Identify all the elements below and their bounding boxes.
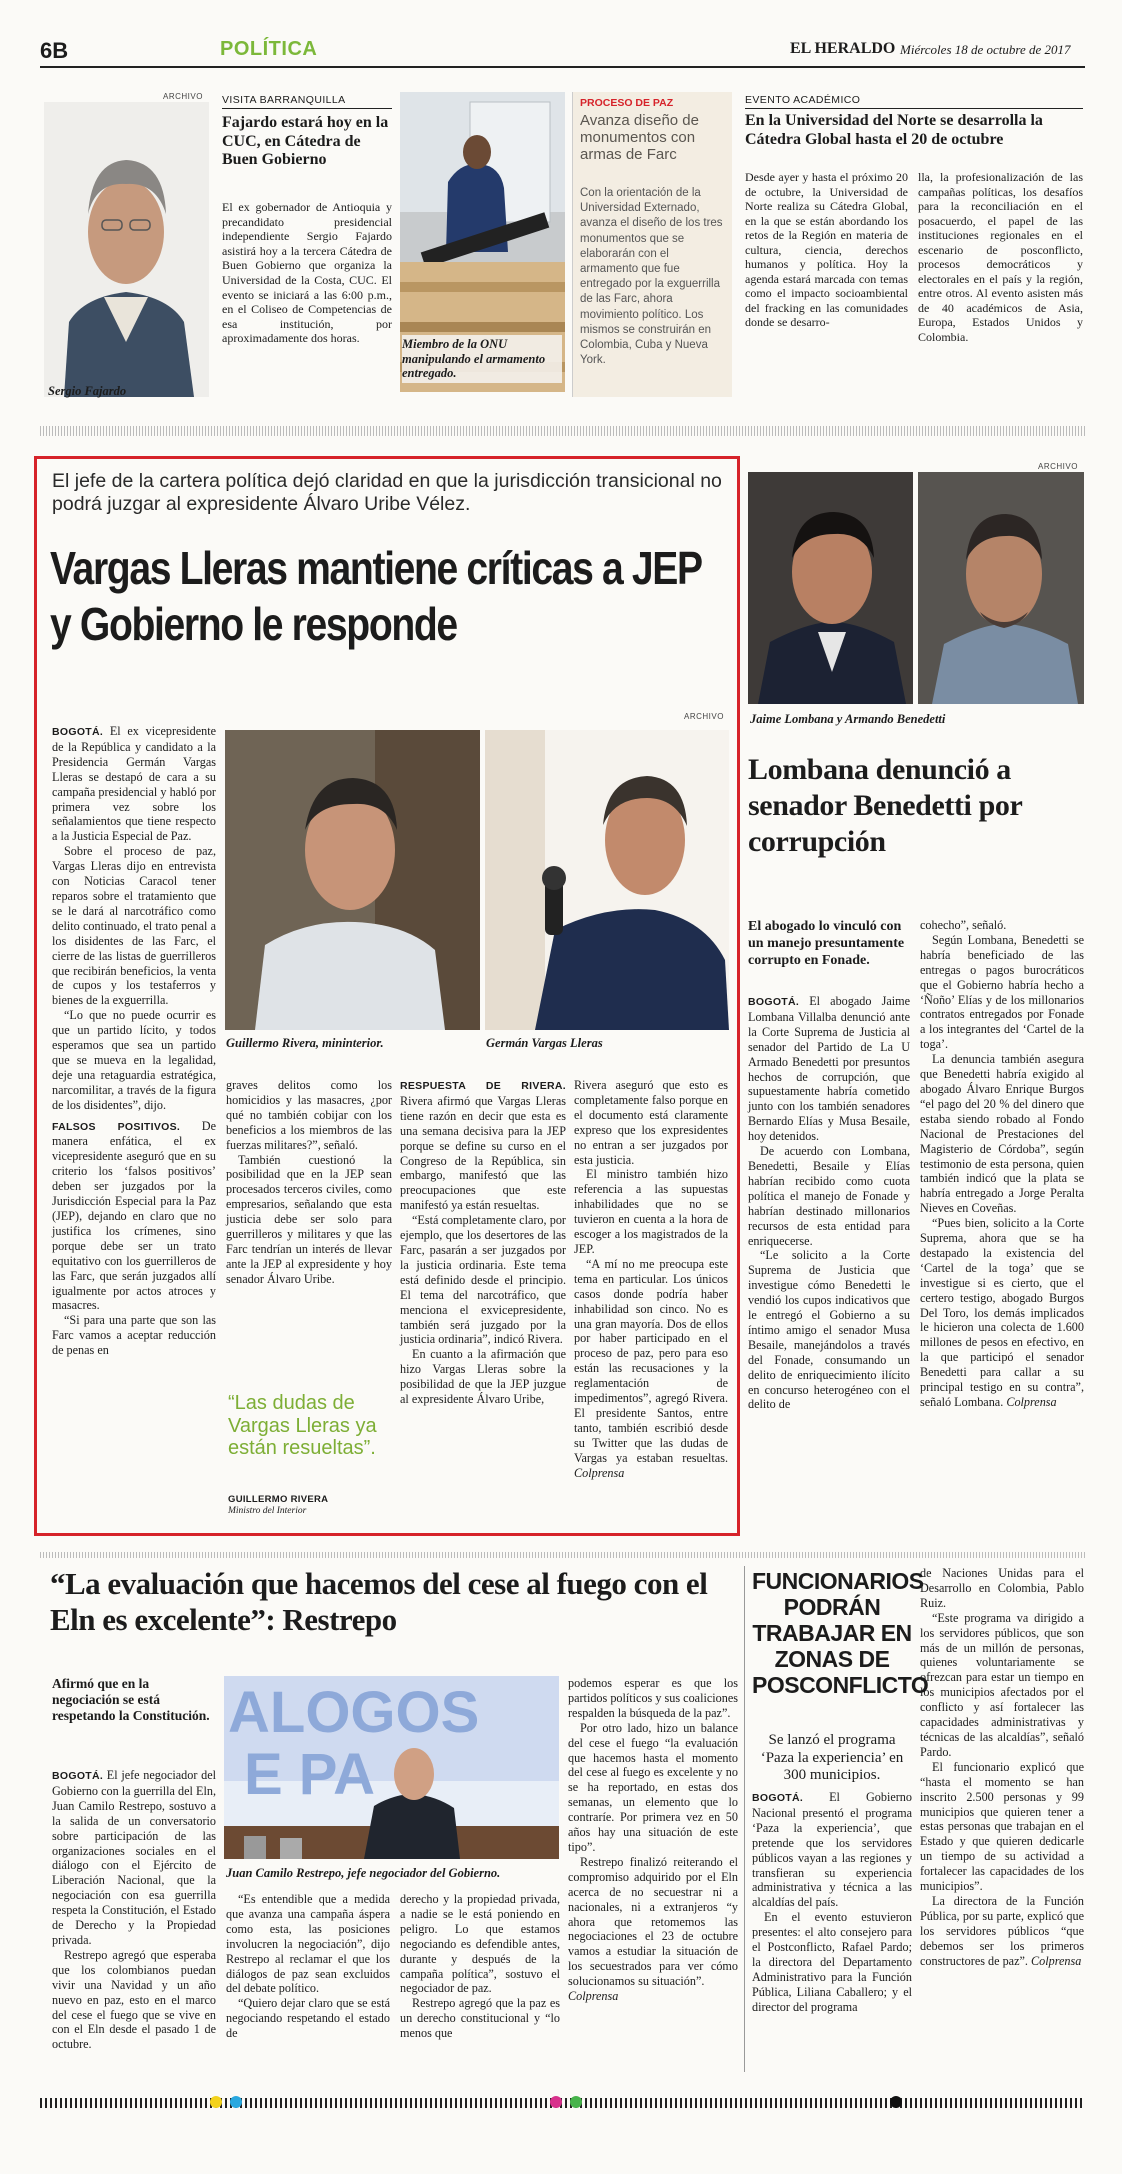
paragraph: “Si para una parte que son las Farc vamos a aceptar reducción de penas en: [52, 1313, 216, 1358]
archivo-credit: ARCHIVO: [684, 712, 724, 721]
paragraph: El jefe negociador del Gobierno con la guerrilla del Eln, Juan Camilo Restrepo, sostuvo a la salida de un conversatorio sobre participación de las organizaciones sociales en el diálogo con el Ejército de Liberación Nacional, que la negociación con esa guerrilla respeta la Constitución, el Estado de Derecho y la Propiedad privada.: [52, 1768, 216, 1947]
registration-dot-magenta: [550, 2096, 562, 2108]
credit: Colprensa: [568, 1989, 619, 2004]
paragraph: El abogado Jaime Lombana Villalba denunció ante la Corte Suprema de Justicia al senador del Partido de La U Armado Benedetti por presuntos hechos de corrupción, que supuestamente habría cometido junto con los también senadores Bernardo Elías y Musa Besaile, hoy detenidos.: [748, 994, 910, 1144]
bottom-col-4: [568, 1676, 738, 2004]
photo-caption: Jaime Lombana y Armando Benedetti: [750, 712, 946, 726]
bottom-right-headline: FUNCIONARIOS PODRÁN TRABAJAR EN ZONAS DE POSCONFLICTO: [752, 1568, 929, 1698]
section-label: POLÍTICA: [220, 38, 318, 60]
bottom-col-3: [400, 1892, 560, 2041]
kicker: EVENTO ACADÉMICO: [745, 94, 861, 106]
registration-dot-black: [890, 2096, 902, 2108]
newspaper-name: EL HERALDO: [790, 40, 896, 57]
paragraph: de Naciones Unidas para el Desarrollo en Colombia, Pablo Ruiz.: [920, 1566, 1084, 1610]
right-headline: Lombana denunció a senador Benedetti por corrupción: [748, 753, 1022, 858]
registration-dot-cyan: [230, 2096, 242, 2108]
column-rule: [744, 1566, 745, 2072]
main-headline: Vargas Lleras mantiene críticas a JEP y Gobierno le responde: [50, 542, 702, 650]
page-number: 6B: [40, 38, 69, 63]
dateline: BOGOTÁ.: [752, 1792, 804, 1804]
bottom-col-1: [52, 1768, 216, 2052]
paragraph: “Pues bien, solicito a la Corte Suprema, ahora que se ha destapado la existencia del ‘Cartel de la toga’ que se investigue si es cierto, que el certero testigo, abogado Burgos Del Toro, los demás implicados le hicieron una colecta de 1.600 millones de pesos en efectivo, en la que participó el senador Benedetti para callar a su principal testigo en su contra”, señaló Lombana.: [920, 1216, 1084, 1409]
quote-role: Ministro del Interior: [228, 1506, 307, 1516]
kicker-rule: [745, 108, 1083, 109]
photo-caption: Sergio Fajardo: [48, 384, 127, 398]
guillermo-rivera-photo: [225, 730, 480, 1030]
photo-caption-right: Germán Vargas Lleras: [486, 1036, 603, 1050]
paragraph: “Lo que no puede ocurrir es que un partido lícito, y todos esperamos que sea un partido que se mueva en la legalidad, deje una retaguardia estratégica, narcomilitar, a través de la figura de los disidentes”, dijo.: [52, 1008, 216, 1112]
paragraph: Restrepo agregó que esperaba que los colombianos puedan vivir una Navidad y un año nuevo en paz, esto en el marco del cese el fuego que se vive en con el Eln desde el pasado 1 de octubre.: [52, 1947, 216, 2052]
paragraph: Rivera afirmó que Vargas Lleras tiene razón en decir que esta es una semana decisiva para la JEP porque se define su curso en el Congreso de la República, sin embargo, manifestó que las preocupaciones que este manifestó ya están resueltas.: [400, 1093, 566, 1213]
paragraph: En cuanto a la afirmación que hizo Vargas Lleras sobre la posibilidad de que la JEP juzgue al expresidente Álvaro Uribe,: [400, 1347, 566, 1407]
kicker-rule: [222, 108, 392, 109]
paragraph: Por otro lado, hizo un balance del cese el fuego “la evaluación que hacemos hasta el momento del cese al fuego es excelente y no se ha reportado, en estas dos semanas, un elemento que lo contraríe. Por primera vez en 50 años hay una situación de este tipo”.: [568, 1720, 738, 1854]
issue-date: Miércoles 18 de octubre de 2017: [900, 42, 1071, 57]
main-deck: El jefe de la cartera política dejó claridad en que la jurisdicción transicional no podrá juzgar al expresidente Álvaro Uribe Vélez.: [52, 470, 722, 515]
paragraph: Sobre el proceso de paz, Vargas Lleras dijo en entrevista con Noticias Caracol tener reparos sobre el tratamiento que se le dará al narcotráfico como delito continuado, el trato penal a los disidentes de las Farc, el cierre de las listas de guerrilleros que recibirán beneficios, la venta de cupos y los testaferros y bienes de la exguerrilla.: [52, 844, 216, 1008]
registration-dot-green: [570, 2096, 582, 2108]
paragraph: “Este programa va dirigido a los servidores públicos, que son más de un millón de personas, quienes voluntariamente se ofrezcan para estar un tiempo en los municipios afectados por el conflicto y así fortalecer las capacidades administrativas y técnicas de las alcaldías”, señaló Pardo.: [920, 1610, 1084, 1759]
paragraph: “Le solicito a la Corte Suprema de Justicia que investigue cómo Benedetti le vendió los cupos indicativos que le entregó el Gobierno a su íntimo amigo el senador Musa Besaile, manejándolos a través del Fonade, consumando un delito de enriquecimiento ilícito en concurso heterogéneo con el delito de: [748, 1248, 910, 1412]
subheading: RESPUESTA DE RIVERA.: [400, 1080, 566, 1092]
archivo-credit: ARCHIVO: [1038, 462, 1078, 471]
credit: Colprensa: [1031, 1953, 1082, 1968]
paragraph: El Gobierno Nacional presentó el programa ‘Paza la experiencia’, que pretende que los servidores públicos vayan a las regiones y transfieran su experiencia administrativa y técnica a las alcaldías del país.: [752, 1790, 912, 1910]
bottom-right-col-1: [752, 1790, 912, 2015]
headline: Avanza diseño de monumentos con armas de Farc: [580, 112, 699, 163]
german-vargas-lleras-photo: [485, 730, 729, 1030]
dateline: BOGOTÁ.: [748, 996, 800, 1008]
photo-caption: Juan Camilo Restrepo, jefe negociador del Gobierno.: [226, 1866, 501, 1880]
registration-dot-yellow: [210, 2096, 222, 2108]
paragraph: De acuerdo con Lombana, Benedetti, Besaile y Elías habrían recibido como cuota política el manejo de Fonade y habrían destinado millonarios recursos de esta entidad para enriquecerse.: [748, 1144, 910, 1248]
paragraph: Restrepo agregó que la paz es un derecho constitucional y “lo menos que: [400, 1996, 560, 2041]
section-divider: [40, 1552, 1085, 1558]
jaime-lombana-photo: [748, 472, 913, 704]
headline: Fajardo estará hoy en la CUC, en Cátedra de Buen Gobierno: [222, 114, 389, 168]
photo-caption-left: Guillermo Rivera, mininterior.: [226, 1036, 384, 1050]
main-col-2: [226, 1078, 392, 1287]
main-col-1: [52, 724, 216, 1358]
subheading: FALSOS POSITIVOS.: [52, 1120, 181, 1133]
main-col-4: [574, 1078, 728, 1480]
headline: En la Universidad del Norte se desarrolla la Cátedra Global hasta el 20 de octubre: [745, 112, 1043, 148]
paragraph: El funcionario explicó que “hasta el momento se han inscrito 2.500 personas y 99 municipios que quieren tener a estas personas que trabajan en el Estado y que quieren dedicarle un tiempo de su actividad a fortalecer las capacidades de los municipios”.: [920, 1759, 1084, 1894]
dateline: BOGOTÁ.: [52, 726, 104, 738]
paragraph: cohecho”, señaló.: [920, 918, 1007, 932]
print-registration-bar: [40, 2098, 1085, 2108]
kicker: PROCESO DE PAZ: [580, 97, 674, 109]
bottom-headline: “La evaluación que hacemos del cese al fuego con el Eln es excelente”: Restrepo: [50, 1566, 708, 1637]
paragraph: “A mí no me preocupa este tema en particular. Los únicos casos donde podría haber inhabilidad son cinco. No es una gran mayoría. Dos de ellos por haber participado en el proceso de paz, pero para eso están las recusaciones y la reglamentación de impedimentos”, agregó Rivera. El presidente Santos, entre tanto, también escribió desde su Twitter que las dudas de Vargas ya estaban resueltas.: [574, 1256, 728, 1465]
credit: Colprensa: [574, 1465, 625, 1480]
bottom-col-2: [226, 1892, 390, 2041]
paragraph: derecho y la propiedad privada, a nadie se le está poniendo en peligro. Lo que estamos negociando es defendible antes, durante y después de la campaña política”, sostuvo el negociador de paz.: [400, 1892, 560, 1996]
credit: Colprensa: [1006, 1395, 1057, 1409]
main-col-3: [400, 1078, 566, 1407]
paragraph: podemos esperar es que los partidos políticos y sus coaliciones respalden la búsqueda de la paz”.: [568, 1676, 738, 1720]
paragraph: Rivera aseguró que esto es completamente falso porque en el documento está claramente expreso que los expresidentes no entran a ser juzgados por esta justicia.: [574, 1078, 728, 1167]
armando-benedetti-photo: [918, 472, 1084, 704]
bottom-deck: Afirmó que en la negociación se está respetando la Constitución.: [52, 1676, 210, 1723]
paragraph: El ex vicepresidente de la República y candidato a la Presidencia Germán Vargas Lleras se destapó de cara a su campaña presidencial y habló por primera vez sobre los señalamientos que tiene respecto a la Justicia Especial de Paz.: [52, 724, 216, 844]
paragraph: Según Lombana, Benedetti se habría beneficiado de las entregas o pagos burocráticos que el Gobierno habría hecho a ‘Ñoño’ Elías y de los millonarios contratos entregados por Fonade a los integrantes del ‘Cartel de la toga’.: [920, 932, 1084, 1052]
photo-caption: Miembro de la ONU manipulando el armamento entregado.: [402, 335, 562, 383]
right-col-1: [748, 994, 910, 1412]
paragraph: graves delitos como los homicidios y las masacres, ¿por qué no también cobijar con los beneficios a los miembros de las fuerzas militares?”, señaló.: [226, 1078, 392, 1152]
paragraph: “Quiero dejar claro que se está negociando respetando el estado de: [226, 1996, 390, 2041]
masthead-rule: [40, 66, 1085, 68]
quote-author: GUILLERMO RIVERA: [228, 1494, 329, 1505]
article-col-1: Desde ayer y hasta el próximo 20 de octubre, la Universidad de Norte realiza su Cátedra Global, en la que se están abordando los retos de la Región en materia de cultura, ciencia, derechos humanos y política. Hoy la agenda estará marcada con temas como el impacto socioambiental del fracking en las comunidades donde se desarro-: [745, 170, 908, 329]
svg-text:E PA: E PA: [244, 1742, 376, 1807]
right-col-2: [920, 918, 1084, 1410]
svg-text:ALOGOS: ALOGOS: [228, 1680, 480, 1745]
paragraph: “Está completamente claro, por ejemplo, que los desertores de las Farc, pasarán a ser juzgados por la justicia ordinaria. Este tema está definido desde el principio. El tema del narcotráfico, que menciona el exvicepresidente, también será juzgado por la justicia ordinaria”, indicó Rivera.: [400, 1213, 566, 1347]
dateline: BOGOTÁ.: [52, 1770, 104, 1782]
section-divider: [40, 426, 1085, 436]
pull-quote: “Las dudas de Vargas Lleras ya están resueltas”.: [228, 1392, 377, 1459]
sergio-fajardo-photo: [44, 102, 209, 397]
article-col-2: lla, la profesionalización de las campañas políticas, los desafíos para la reconciliación en el posacuerdo, el papel de las instituciones regionales en el escenario de posconflicto, procesos democráticos y electorales en el país y la región, entre otros. Al evento asisten más de 40 académicos de Asia, Europa, Estados Unidos y Colombia.: [918, 170, 1083, 344]
paragraph: La directora de la Función Pública, por su parte, explicó que los servidores públicos “que debemos ser los primeros constructores de paz”.: [920, 1893, 1084, 1968]
paragraph: El ministro también hizo referencia a las supuestas inhabilidades que no se tuvieron en cuenta a la hora de escoger a los magistrados de la JEP.: [574, 1167, 728, 1256]
article-body: Con la orientación de la Universidad Externado, avanza el diseño de los tres monumentos que se elaborarán con el armamento que fue entregado por la exguerrilla de las Farc, ahora movimiento político. Los mismos se construirán en Colombia, Cuba y Nueva York.: [580, 187, 723, 367]
article-body: El ex gobernador de Antioquia y precandidato presidencial independiente Sergio Fajardo asistirá hoy a la tercera Cátedra de Buen Gobierno que organiza la Universidad de la Costa, CUC. El evento se iniciará a las 6:00 p.m., en el Coliseo de Competencias de esa institución, por aproximadamente dos horas.: [222, 200, 392, 346]
paragraph: En el evento estuvieron presentes: el alto consejero para el Postconflicto, Rafael Pardo; la directora del Departamento Administrativo para la Función Pública, Liliana Caballero; y el director del programa: [752, 1910, 912, 2014]
paragraph: De manera enfática, el ex vicepresidente aseguró que en su criterio los ‘falsos positivos’ deben ser juzgados por la Jurisdicción Especial para la Paz (JEP), dejando en claro que no justifica los crímenes, sino porque debe ser un trato equitativo con los guerrilleros de las Farc, que serán juzgados allí igualmente por actos atroces y masacres.: [52, 1118, 216, 1313]
paragraph: La denuncia también asegura que Benedetti habría exigido al abogado Álvaro Enrique Burgos “el pago del 20 % del dinero que estaba siendo robado al Fondo Nacional de Prestaciones del Magisterio de Córdoba”, según testimonio de esta persona, quien también indicó que la plata se habría entregado a Jorge Peralta Nieves en Coveñas.: [920, 1052, 1084, 1216]
paragraph: Restrepo finalizó reiterando el compromiso adquirido por el Eln acerca de no secuestrar ni a nacionales, ni a extranjeros “y ahora que retomemos las negociaciones el 23 de octubre vamos a estudiar la situación de los secuestrados para ver cómo solucionamos su situación”.: [568, 1854, 738, 1989]
archivo-credit: ARCHIVO: [163, 92, 203, 101]
right-deck: El abogado lo vinculó con un manejo presuntamente corrupto en Fonade.: [748, 919, 905, 968]
paragraph: “Es entendible que a medida que avanza una campaña áspera como esta, las posiciones involucren la negociación”, dijo Restrepo al reclamar el que los diálogos de paz sean excluidos del debate político.: [226, 1892, 390, 1996]
kicker: VISITA BARRANQUILLA: [222, 94, 346, 106]
juan-camilo-restrepo-photo: [224, 1676, 559, 1859]
bottom-right-deck: Se lanzó el programa ‘Paza la experiencia’ en 300 municipios.: [760, 1732, 904, 1783]
bottom-right-col-2: [920, 1566, 1084, 1968]
paragraph: También cuestionó la posibilidad que en la JEP sean procesados terceros civiles, como empresarios, señalando que esta justicia debe ser solo para guerrilleros y militares y que las Farc tendrían un interés de llevar ante la JEP al expresidente y hoy senador Álvaro Uribe.: [226, 1152, 392, 1286]
